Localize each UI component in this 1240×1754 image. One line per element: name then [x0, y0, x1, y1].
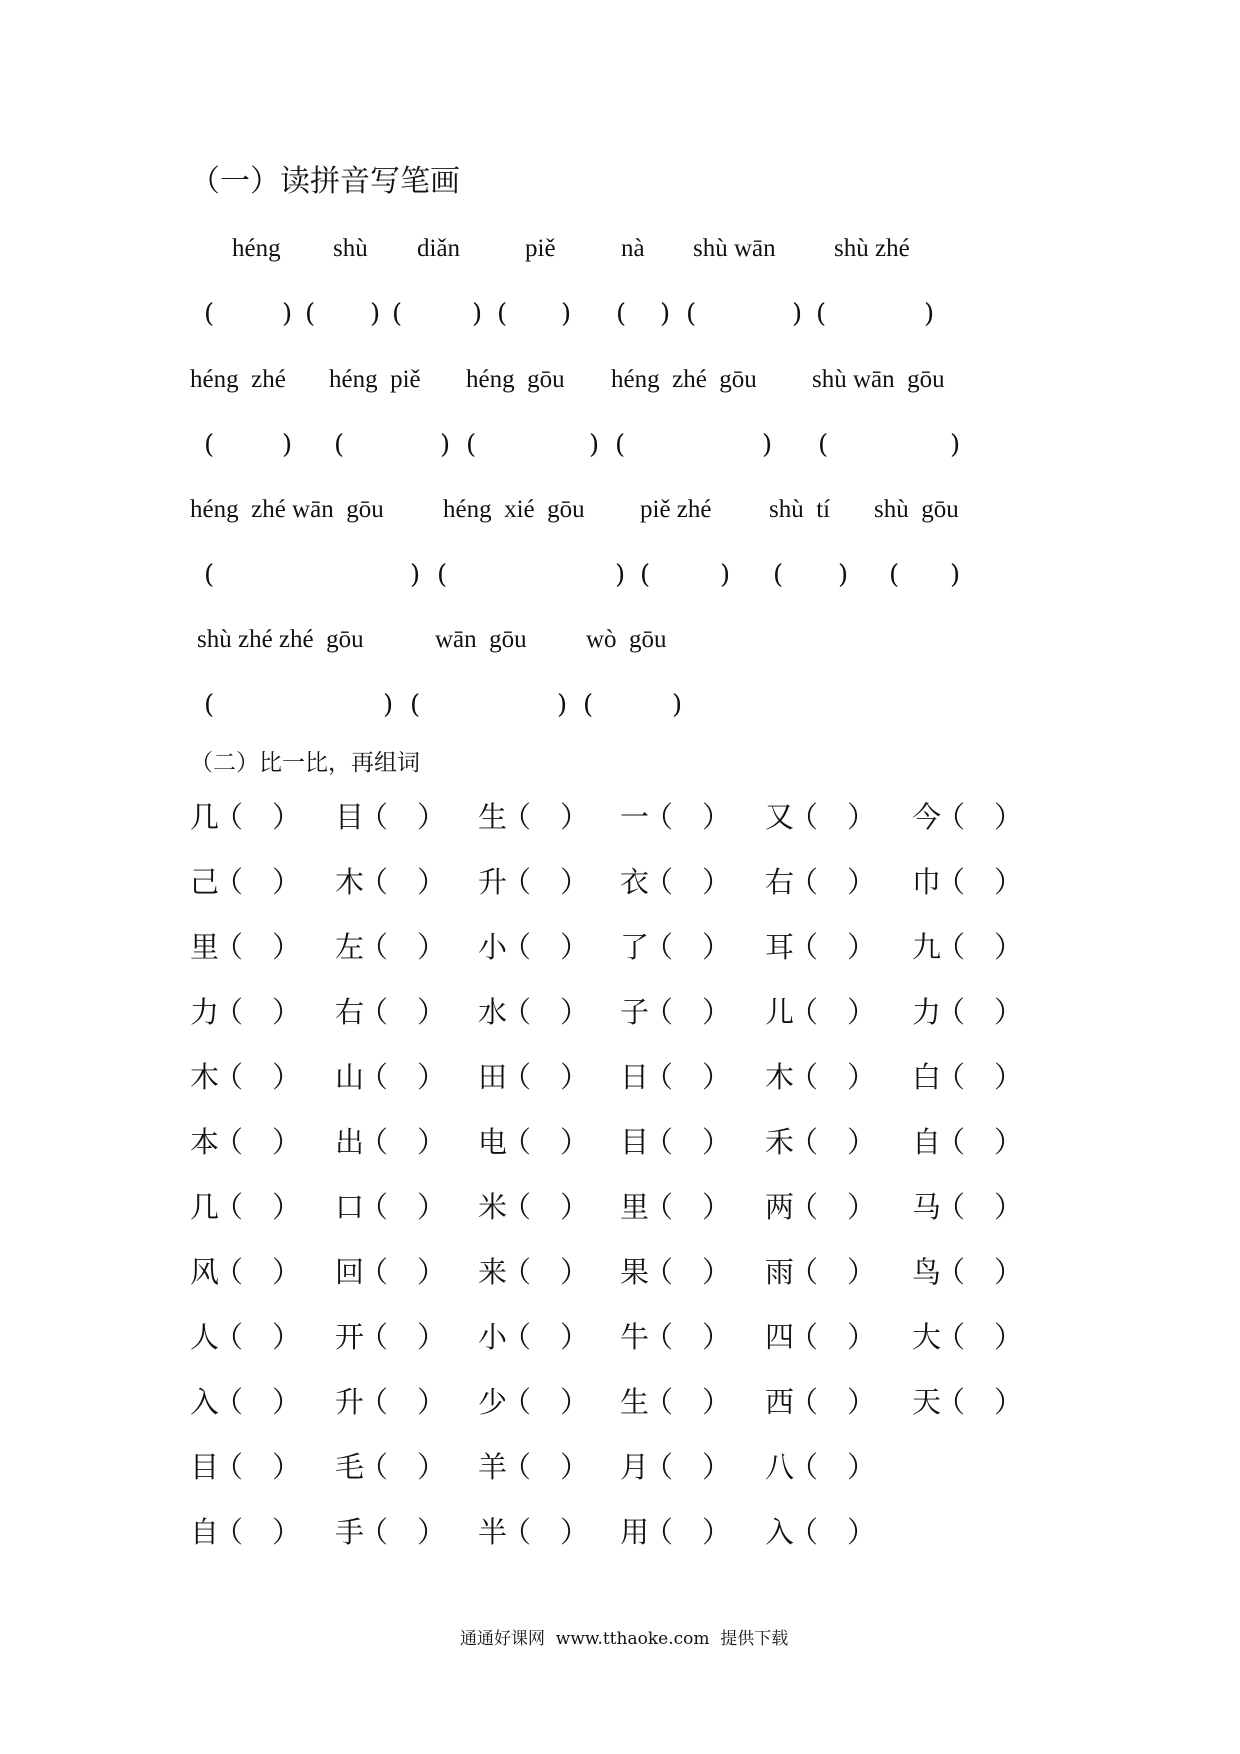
- word-blank-close: ）: [272, 800, 302, 834]
- word-blank-open: （: [214, 1125, 244, 1159]
- answer-blank-close: ): [440, 430, 451, 460]
- word-blank-open: （: [789, 995, 819, 1029]
- word-blank-close: ）: [847, 1190, 877, 1224]
- word-blank-close: ）: [417, 1515, 447, 1549]
- word-blank-close: ）: [994, 995, 1024, 1029]
- word-blank-close: ）: [847, 1255, 877, 1289]
- word-blank-open: （: [359, 800, 389, 834]
- word-blank-close: ）: [994, 865, 1024, 899]
- word-blank-close: ）: [702, 1060, 732, 1094]
- word-blank-close: ）: [702, 1190, 732, 1224]
- word-blank-open: （: [936, 1190, 966, 1224]
- word-blank-open: （: [789, 1515, 819, 1549]
- answer-blank-open: (: [816, 299, 827, 329]
- pinyin-label: shù gōu: [874, 496, 959, 523]
- word-blank-open: （: [502, 1385, 532, 1419]
- word-blank-open: （: [789, 1320, 819, 1354]
- character: 木: [190, 1060, 220, 1094]
- pinyin-label: shù tí: [769, 496, 831, 523]
- word-blank-open: （: [644, 995, 674, 1029]
- word-blank-open: （: [789, 865, 819, 899]
- answer-blank-open: (: [410, 690, 421, 720]
- word-blank-close: ）: [272, 1515, 302, 1549]
- character: 生: [478, 800, 508, 834]
- character: 开: [335, 1320, 365, 1354]
- word-blank-open: （: [644, 1190, 674, 1224]
- word-blank-open: （: [789, 1450, 819, 1484]
- answer-blank-close: ): [660, 299, 671, 329]
- character: 羊: [478, 1450, 508, 1484]
- word-blank-close: ）: [847, 995, 877, 1029]
- word-blank-close: ）: [702, 865, 732, 899]
- answer-blank-open: (: [334, 430, 345, 460]
- word-blank-close: ）: [847, 1385, 877, 1419]
- word-blank-open: （: [359, 995, 389, 1029]
- character: 生: [620, 1385, 650, 1419]
- character: 西: [765, 1385, 795, 1419]
- character: 少: [478, 1385, 508, 1419]
- word-blank-open: （: [359, 1320, 389, 1354]
- word-blank-close: ）: [272, 995, 302, 1029]
- word-blank-close: ）: [560, 1450, 590, 1484]
- word-blank-open: （: [502, 1060, 532, 1094]
- word-blank-close: ）: [702, 1515, 732, 1549]
- answer-blank-close: ): [838, 560, 849, 590]
- word-blank-close: ）: [417, 930, 447, 964]
- character: 木: [765, 1060, 795, 1094]
- word-blank-close: ）: [560, 1320, 590, 1354]
- word-blank-open: （: [214, 865, 244, 899]
- character: 自: [190, 1515, 220, 1549]
- character: 田: [478, 1060, 508, 1094]
- pinyin-label: héng zhé gōu: [611, 366, 757, 393]
- word-blank-open: （: [214, 800, 244, 834]
- word-blank-open: （: [359, 1450, 389, 1484]
- pinyin-label: héng: [232, 235, 281, 262]
- character: 天: [912, 1385, 942, 1419]
- pinyin-label: héng xié gōu: [443, 496, 585, 523]
- word-blank-close: ）: [417, 995, 447, 1029]
- pinyin-label: héng gōu: [466, 366, 565, 393]
- character: 衣: [620, 865, 650, 899]
- character: 里: [190, 930, 220, 964]
- answer-blank-open: (: [615, 430, 626, 460]
- pinyin-label: wò gōu: [586, 626, 667, 653]
- word-blank-close: ）: [560, 1060, 590, 1094]
- answer-blank-close: ): [561, 299, 572, 329]
- character: 八: [765, 1450, 795, 1484]
- character: 白: [912, 1060, 942, 1094]
- character: 半: [478, 1515, 508, 1549]
- character: 电: [478, 1125, 508, 1159]
- character: 牛: [620, 1320, 650, 1354]
- word-blank-open: （: [936, 1060, 966, 1094]
- word-blank-close: ）: [272, 1190, 302, 1224]
- answer-blank-close: ): [615, 560, 626, 590]
- word-blank-open: （: [502, 865, 532, 899]
- answer-blank-open: (: [466, 430, 477, 460]
- word-blank-close: ）: [702, 995, 732, 1029]
- answer-blank-open: (: [889, 560, 900, 590]
- word-blank-open: （: [644, 800, 674, 834]
- character: 力: [190, 995, 220, 1029]
- answer-blank-open: (: [392, 299, 403, 329]
- pinyin-label: shù wān: [693, 235, 776, 262]
- character: 目: [620, 1125, 650, 1159]
- answer-blank-close: ): [762, 430, 773, 460]
- character: 回: [335, 1255, 365, 1289]
- pinyin-label: shù zhé zhé gōu: [197, 626, 364, 653]
- word-blank-open: （: [644, 1515, 674, 1549]
- word-blank-open: （: [359, 1255, 389, 1289]
- character: 两: [765, 1190, 795, 1224]
- word-blank-close: ）: [702, 1125, 732, 1159]
- word-blank-close: ）: [847, 1515, 877, 1549]
- character: 巾: [912, 865, 942, 899]
- answer-blank-close: ): [924, 299, 935, 329]
- character: 入: [765, 1515, 795, 1549]
- word-blank-open: （: [214, 1060, 244, 1094]
- word-blank-close: ）: [560, 1255, 590, 1289]
- character: 目: [190, 1450, 220, 1484]
- pinyin-label: piě: [525, 235, 556, 262]
- word-blank-open: （: [214, 1190, 244, 1224]
- section2-title: （二）比一比，再组词: [190, 750, 420, 776]
- word-blank-close: ）: [560, 1385, 590, 1419]
- word-blank-open: （: [502, 1320, 532, 1354]
- character: 子: [620, 995, 650, 1029]
- word-blank-open: （: [502, 930, 532, 964]
- character: 用: [620, 1515, 650, 1549]
- pinyin-label: piě zhé: [640, 496, 712, 523]
- character: 木: [335, 865, 365, 899]
- answer-blank-open: (: [497, 299, 508, 329]
- word-blank-close: ）: [994, 800, 1024, 834]
- word-blank-open: （: [789, 1255, 819, 1289]
- word-blank-close: ）: [847, 1125, 877, 1159]
- word-blank-open: （: [936, 1385, 966, 1419]
- answer-blank-close: ): [672, 690, 683, 720]
- word-blank-close: ）: [417, 865, 447, 899]
- character: 了: [620, 930, 650, 964]
- word-blank-close: ）: [272, 1125, 302, 1159]
- word-blank-close: ）: [417, 1450, 447, 1484]
- word-blank-open: （: [359, 1190, 389, 1224]
- character: 升: [478, 865, 508, 899]
- character: 人: [190, 1320, 220, 1354]
- answer-blank-close: ): [472, 299, 483, 329]
- word-blank-open: （: [359, 865, 389, 899]
- character: 入: [190, 1385, 220, 1419]
- answer-blank-open: (: [204, 299, 215, 329]
- answer-blank-open: (: [616, 299, 627, 329]
- word-blank-open: （: [789, 1125, 819, 1159]
- word-blank-close: ）: [702, 1385, 732, 1419]
- word-blank-close: ）: [847, 1060, 877, 1094]
- word-blank-close: ）: [272, 1320, 302, 1354]
- answer-blank-open: (: [204, 560, 215, 590]
- character: 升: [335, 1385, 365, 1419]
- character: 几: [190, 800, 220, 834]
- word-blank-open: （: [936, 1255, 966, 1289]
- character: 来: [478, 1255, 508, 1289]
- character: 米: [478, 1190, 508, 1224]
- answer-blank-close: ): [383, 690, 394, 720]
- pinyin-label: shù wān gōu: [812, 366, 945, 393]
- word-blank-close: ）: [847, 1320, 877, 1354]
- word-blank-close: ）: [847, 865, 877, 899]
- character: 禾: [765, 1125, 795, 1159]
- character: 儿: [765, 995, 795, 1029]
- character: 鸟: [912, 1255, 942, 1289]
- word-blank-close: ）: [702, 930, 732, 964]
- answer-blank-open: (: [818, 430, 829, 460]
- word-blank-open: （: [936, 865, 966, 899]
- pinyin-label: héng zhé wān gōu: [190, 496, 384, 523]
- word-blank-close: ）: [417, 1190, 447, 1224]
- character: 己: [190, 865, 220, 899]
- pinyin-label: wān gōu: [435, 626, 527, 653]
- word-blank-open: （: [644, 1385, 674, 1419]
- answer-blank-close: ): [589, 430, 600, 460]
- word-blank-open: （: [502, 800, 532, 834]
- word-blank-close: ）: [560, 1125, 590, 1159]
- word-blank-close: ）: [994, 930, 1024, 964]
- word-blank-close: ）: [994, 1125, 1024, 1159]
- answer-blank-close: ): [792, 299, 803, 329]
- word-blank-close: ）: [702, 1255, 732, 1289]
- word-blank-open: （: [502, 1125, 532, 1159]
- word-blank-open: （: [644, 930, 674, 964]
- character: 雨: [765, 1255, 795, 1289]
- word-blank-close: ）: [702, 1450, 732, 1484]
- word-blank-close: ）: [560, 865, 590, 899]
- word-blank-open: （: [359, 930, 389, 964]
- character: 几: [190, 1190, 220, 1224]
- character: 手: [335, 1515, 365, 1549]
- character: 水: [478, 995, 508, 1029]
- word-blank-open: （: [789, 1385, 819, 1419]
- word-blank-open: （: [644, 1450, 674, 1484]
- word-blank-close: ）: [994, 1320, 1024, 1354]
- word-blank-open: （: [214, 1385, 244, 1419]
- pinyin-label: shù zhé: [834, 235, 910, 262]
- answer-blank-open: (: [686, 299, 697, 329]
- word-blank-open: （: [936, 1320, 966, 1354]
- word-blank-open: （: [789, 1190, 819, 1224]
- word-blank-close: ）: [560, 1190, 590, 1224]
- word-blank-open: （: [214, 1320, 244, 1354]
- word-blank-open: （: [644, 865, 674, 899]
- word-blank-close: ）: [417, 1320, 447, 1354]
- word-blank-open: （: [502, 1190, 532, 1224]
- word-blank-open: （: [644, 1255, 674, 1289]
- character: 右: [335, 995, 365, 1029]
- character: 四: [765, 1320, 795, 1354]
- answer-blank-open: (: [204, 690, 215, 720]
- pinyin-label: nà: [621, 235, 645, 262]
- character: 目: [335, 800, 365, 834]
- word-blank-open: （: [936, 800, 966, 834]
- word-blank-close: ）: [417, 1385, 447, 1419]
- character: 马: [912, 1190, 942, 1224]
- character: 又: [765, 800, 795, 834]
- character: 小: [478, 1320, 508, 1354]
- answer-blank-open: (: [583, 690, 594, 720]
- answer-blank-close: ): [370, 299, 381, 329]
- word-blank-close: ）: [847, 930, 877, 964]
- word-blank-close: ）: [272, 865, 302, 899]
- character: 耳: [765, 930, 795, 964]
- footer-credit: 通通好课网 www.tthaoke.com 提供下载: [460, 1629, 789, 1649]
- word-blank-close: ）: [994, 1385, 1024, 1419]
- word-blank-open: （: [789, 1060, 819, 1094]
- word-blank-open: （: [644, 1060, 674, 1094]
- character: 一: [620, 800, 650, 834]
- word-blank-open: （: [936, 930, 966, 964]
- word-blank-close: ）: [560, 800, 590, 834]
- character: 大: [912, 1320, 942, 1354]
- character: 左: [335, 930, 365, 964]
- character: 小: [478, 930, 508, 964]
- answer-blank-open: (: [204, 430, 215, 460]
- word-blank-open: （: [644, 1320, 674, 1354]
- word-blank-close: ）: [417, 1125, 447, 1159]
- character: 本: [190, 1125, 220, 1159]
- word-blank-open: （: [214, 1450, 244, 1484]
- answer-blank-open: (: [640, 560, 651, 590]
- character: 果: [620, 1255, 650, 1289]
- character: 毛: [335, 1450, 365, 1484]
- word-blank-open: （: [502, 1515, 532, 1549]
- character: 力: [912, 995, 942, 1029]
- word-blank-open: （: [936, 1125, 966, 1159]
- word-blank-open: （: [644, 1125, 674, 1159]
- pinyin-label: héng piě: [329, 366, 421, 393]
- word-blank-close: ）: [994, 1255, 1024, 1289]
- word-blank-close: ）: [560, 1515, 590, 1549]
- word-blank-close: ）: [272, 1060, 302, 1094]
- word-blank-close: ）: [702, 800, 732, 834]
- word-blank-close: ）: [847, 1450, 877, 1484]
- word-blank-close: ）: [994, 1190, 1024, 1224]
- character: 自: [912, 1125, 942, 1159]
- answer-blank-close: ): [410, 560, 421, 590]
- word-blank-open: （: [214, 1515, 244, 1549]
- character: 月: [620, 1450, 650, 1484]
- word-blank-close: ）: [417, 1060, 447, 1094]
- word-blank-close: ）: [560, 930, 590, 964]
- word-blank-open: （: [359, 1515, 389, 1549]
- word-blank-close: ）: [272, 930, 302, 964]
- word-blank-open: （: [789, 800, 819, 834]
- character: 出: [335, 1125, 365, 1159]
- answer-blank-close: ): [282, 430, 293, 460]
- word-blank-open: （: [789, 930, 819, 964]
- character: 山: [335, 1060, 365, 1094]
- word-blank-close: ）: [702, 1320, 732, 1354]
- word-blank-open: （: [359, 1385, 389, 1419]
- word-blank-open: （: [936, 995, 966, 1029]
- word-blank-open: （: [214, 995, 244, 1029]
- word-blank-open: （: [359, 1125, 389, 1159]
- word-blank-close: ）: [272, 1255, 302, 1289]
- answer-blank-close: ): [950, 560, 961, 590]
- pinyin-label: diǎn: [417, 235, 461, 262]
- answer-blank-close: ): [282, 299, 293, 329]
- section1-title: （一）读拼音写笔画: [190, 164, 460, 199]
- answer-blank-open: (: [773, 560, 784, 590]
- character: 口: [335, 1190, 365, 1224]
- word-blank-open: （: [502, 995, 532, 1029]
- pinyin-label: héng zhé: [190, 366, 286, 393]
- pinyin-label: shù: [333, 235, 368, 262]
- word-blank-open: （: [214, 1255, 244, 1289]
- word-blank-open: （: [502, 1255, 532, 1289]
- word-blank-close: ）: [417, 800, 447, 834]
- word-blank-close: ）: [560, 995, 590, 1029]
- word-blank-close: ）: [847, 800, 877, 834]
- answer-blank-close: ): [557, 690, 568, 720]
- character: 今: [912, 800, 942, 834]
- word-blank-close: ）: [994, 1060, 1024, 1094]
- word-blank-close: ）: [272, 1385, 302, 1419]
- answer-blank-close: ): [720, 560, 731, 590]
- character: 日: [620, 1060, 650, 1094]
- character: 九: [912, 930, 942, 964]
- word-blank-open: （: [214, 930, 244, 964]
- character: 里: [620, 1190, 650, 1224]
- character: 右: [765, 865, 795, 899]
- word-blank-open: （: [502, 1450, 532, 1484]
- word-blank-close: ）: [417, 1255, 447, 1289]
- character: 风: [190, 1255, 220, 1289]
- answer-blank-open: (: [437, 560, 448, 590]
- answer-blank-close: ): [950, 430, 961, 460]
- word-blank-close: ）: [272, 1450, 302, 1484]
- word-blank-open: （: [359, 1060, 389, 1094]
- answer-blank-open: (: [305, 299, 316, 329]
